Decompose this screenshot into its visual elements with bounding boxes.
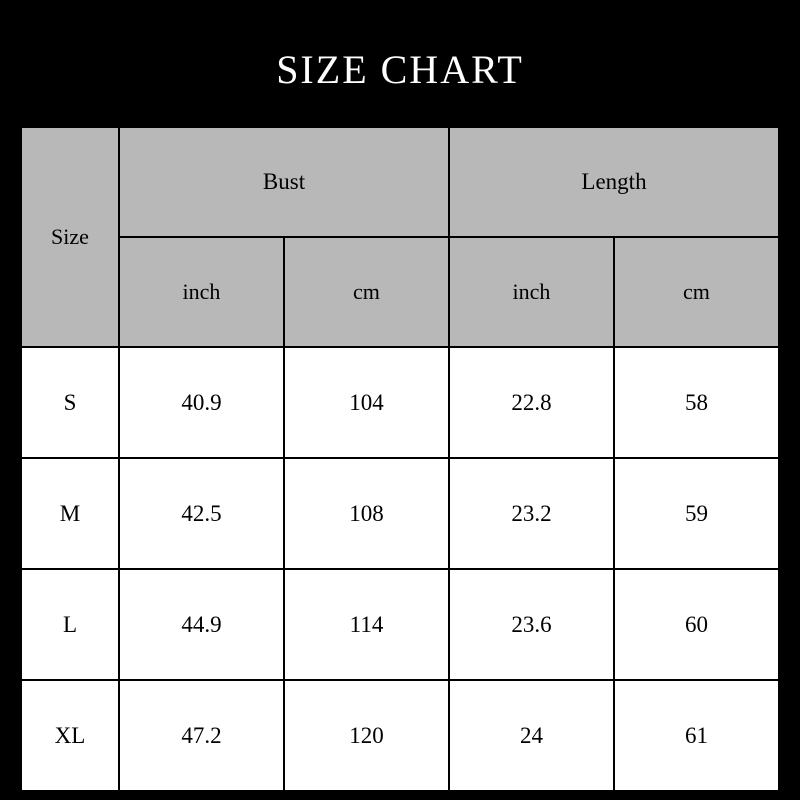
cell-size: XL <box>21 680 119 791</box>
header-cell-length-inch: inch <box>449 237 614 347</box>
table-row <box>21 680 779 791</box>
title-bar <box>0 0 800 126</box>
cell-bust-inch: 42.5 <box>119 458 284 569</box>
header-cell-size: Size <box>21 127 119 347</box>
table-row <box>21 347 779 458</box>
cell-length-cm: 61 <box>614 680 779 791</box>
table-row <box>21 458 779 569</box>
cell-length-cm: 60 <box>614 569 779 680</box>
cell-length-cm: 59 <box>614 458 779 569</box>
header-cell-bust-cm: cm <box>284 237 449 347</box>
cell-length-cm: 58 <box>614 347 779 458</box>
cell-bust-cm: 108 <box>284 458 449 569</box>
size-chart-table <box>20 126 780 792</box>
cell-bust-inch: 40.9 <box>119 347 284 458</box>
header-cell-length: Length <box>449 127 779 237</box>
table-header-unit-row <box>21 237 779 347</box>
cell-size: M <box>21 458 119 569</box>
cell-bust-inch: 47.2 <box>119 680 284 791</box>
header-cell-bust-inch: inch <box>119 237 284 347</box>
cell-length-inch: 22.8 <box>449 347 614 458</box>
cell-bust-cm: 120 <box>284 680 449 791</box>
cell-bust-inch: 44.9 <box>119 569 284 680</box>
cell-bust-cm: 104 <box>284 347 449 458</box>
cell-length-inch: 24 <box>449 680 614 791</box>
page-title: SIZE CHART <box>276 47 524 92</box>
cell-length-inch: 23.6 <box>449 569 614 680</box>
cell-bust-cm: 114 <box>284 569 449 680</box>
size-chart-table-wrapper <box>20 126 780 780</box>
cell-size: S <box>21 347 119 458</box>
table-row <box>21 569 779 680</box>
header-cell-length-cm: cm <box>614 237 779 347</box>
header-cell-bust: Bust <box>119 127 449 237</box>
cell-size: L <box>21 569 119 680</box>
cell-length-inch: 23.2 <box>449 458 614 569</box>
table-header-group-row <box>21 127 779 237</box>
